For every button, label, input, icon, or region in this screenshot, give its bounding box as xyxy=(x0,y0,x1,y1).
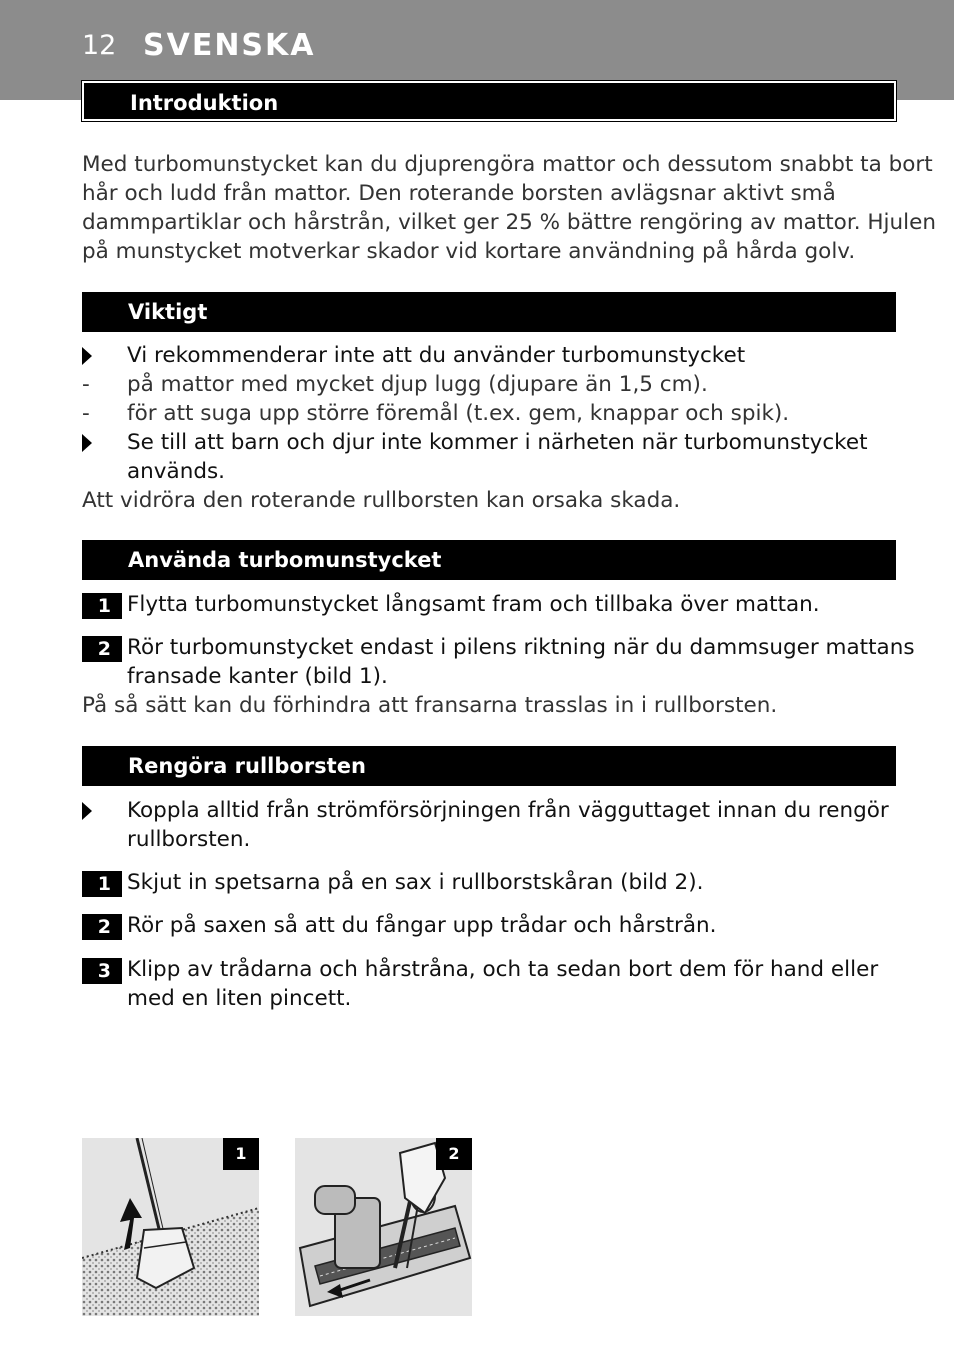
step-number: 3 xyxy=(82,958,122,984)
bullet-icon xyxy=(82,802,92,820)
section-heading-clean: Rengöra rullborsten xyxy=(82,746,896,786)
important-bullet-text: används. xyxy=(127,459,226,484)
intro-line: på munstycket motverkar skador vid kortare användning på hårda golv. xyxy=(82,239,856,264)
important-bullet-text: Se till att barn och djur inte kommer i närheten när turbomunstycket xyxy=(127,430,868,455)
step-number: 2 xyxy=(82,914,122,940)
important-dash-text: på mattor med mycket djup lugg (djupare än 1,5 cm). xyxy=(127,372,708,397)
use-note: På så sätt kan du förhindra att fransarna trasslas in i rullborsten. xyxy=(82,693,778,718)
page-number: 12 xyxy=(82,30,117,61)
intro-line: Med turbomunstycket kan du djuprengöra mattor och dessutom snabbt ta bort xyxy=(82,152,933,177)
section-heading-use: Använda turbomunstycket xyxy=(82,540,896,580)
intro-line: dammpartiklar och hårstrån, vilket ger 25 % bättre rengöring av mattor. Hjulen xyxy=(82,210,936,235)
bullet-icon xyxy=(82,434,92,452)
figure-1-carpet-nozzle xyxy=(82,1138,259,1316)
step-text: Rör turbomunstycket endast i pilens riktning när du dammsuger mattans xyxy=(127,635,915,660)
intro-line: hår och ludd från mattor. Den roterande borsten avlägsnar aktivt små xyxy=(82,181,836,206)
bullet-icon xyxy=(82,347,92,365)
section-heading-intro: Introduktion xyxy=(82,81,896,121)
figure-number: 1 xyxy=(223,1138,259,1170)
step-number: 1 xyxy=(82,871,122,897)
step-text: fransade kanter (bild 1). xyxy=(127,664,388,689)
step-text: Flytta turbomunstycket långsamt fram och tillbaka över mattan. xyxy=(127,592,820,617)
step-text: Skjut in spetsarna på en sax i rullborstskåran (bild 2). xyxy=(127,870,704,895)
dash-marker: - xyxy=(82,401,90,426)
important-bullet-text: Vi rekommenderar inte att du använder turbomunstycket xyxy=(127,343,746,368)
important-note: Att vidröra den roterande rullborsten kan orsaka skada. xyxy=(82,488,681,513)
figure-number: 2 xyxy=(436,1138,472,1170)
step-text: Klipp av trådarna och hårstråna, och ta sedan bort dem för hand eller xyxy=(127,957,879,982)
clean-bullet-text: Koppla alltid från strömförsörjningen från vägguttaget innan du rengör xyxy=(127,798,889,823)
language-title: SVENSKA xyxy=(143,28,316,63)
step-number: 2 xyxy=(82,636,122,662)
step-text: med en liten pincett. xyxy=(127,986,352,1011)
important-dash-text: för att suga upp större föremål (t.ex. gem, knappar och spik). xyxy=(127,401,790,426)
section-heading-important: Viktigt xyxy=(82,292,896,332)
dash-marker: - xyxy=(82,372,90,397)
step-text: Rör på saxen så att du fångar upp trådar och hårstrån. xyxy=(127,913,717,938)
clean-bullet-text: rullborsten. xyxy=(127,827,251,852)
figure-2-scissors-brush xyxy=(295,1138,472,1316)
step-number: 1 xyxy=(82,593,122,619)
